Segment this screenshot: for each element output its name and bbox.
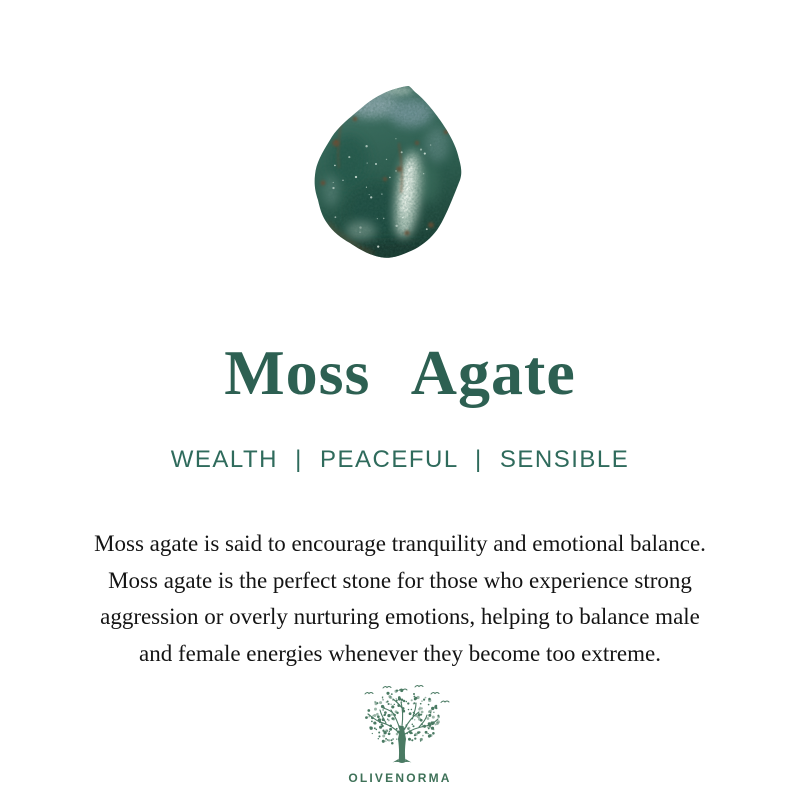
description-line-1: Moss agate is said to encourage tranquility and emotional balance. bbox=[94, 531, 706, 556]
description-line-4: and female energies whenever they become too extreme. bbox=[139, 640, 661, 666]
tree-icon bbox=[353, 684, 453, 766]
description-line-3: aggression or overly nurturing emotions, helping to balance male bbox=[100, 604, 700, 629]
product-description bbox=[0, 526, 800, 672]
brand-name: OLIVENORMA bbox=[348, 771, 452, 785]
stone-texture bbox=[311, 83, 469, 261]
stone-photo bbox=[311, 83, 469, 261]
description-line-2: Moss agate is the perfect stone for those who experience strong bbox=[108, 567, 692, 593]
product-title: Moss Agate bbox=[224, 337, 576, 408]
brand-logo bbox=[0, 684, 800, 785]
birds-icon bbox=[365, 685, 449, 702]
moss-agate-stone-icon bbox=[311, 83, 469, 261]
traits-tagline: WEALTH | PEACEFUL | SENSIBLE bbox=[170, 446, 630, 473]
